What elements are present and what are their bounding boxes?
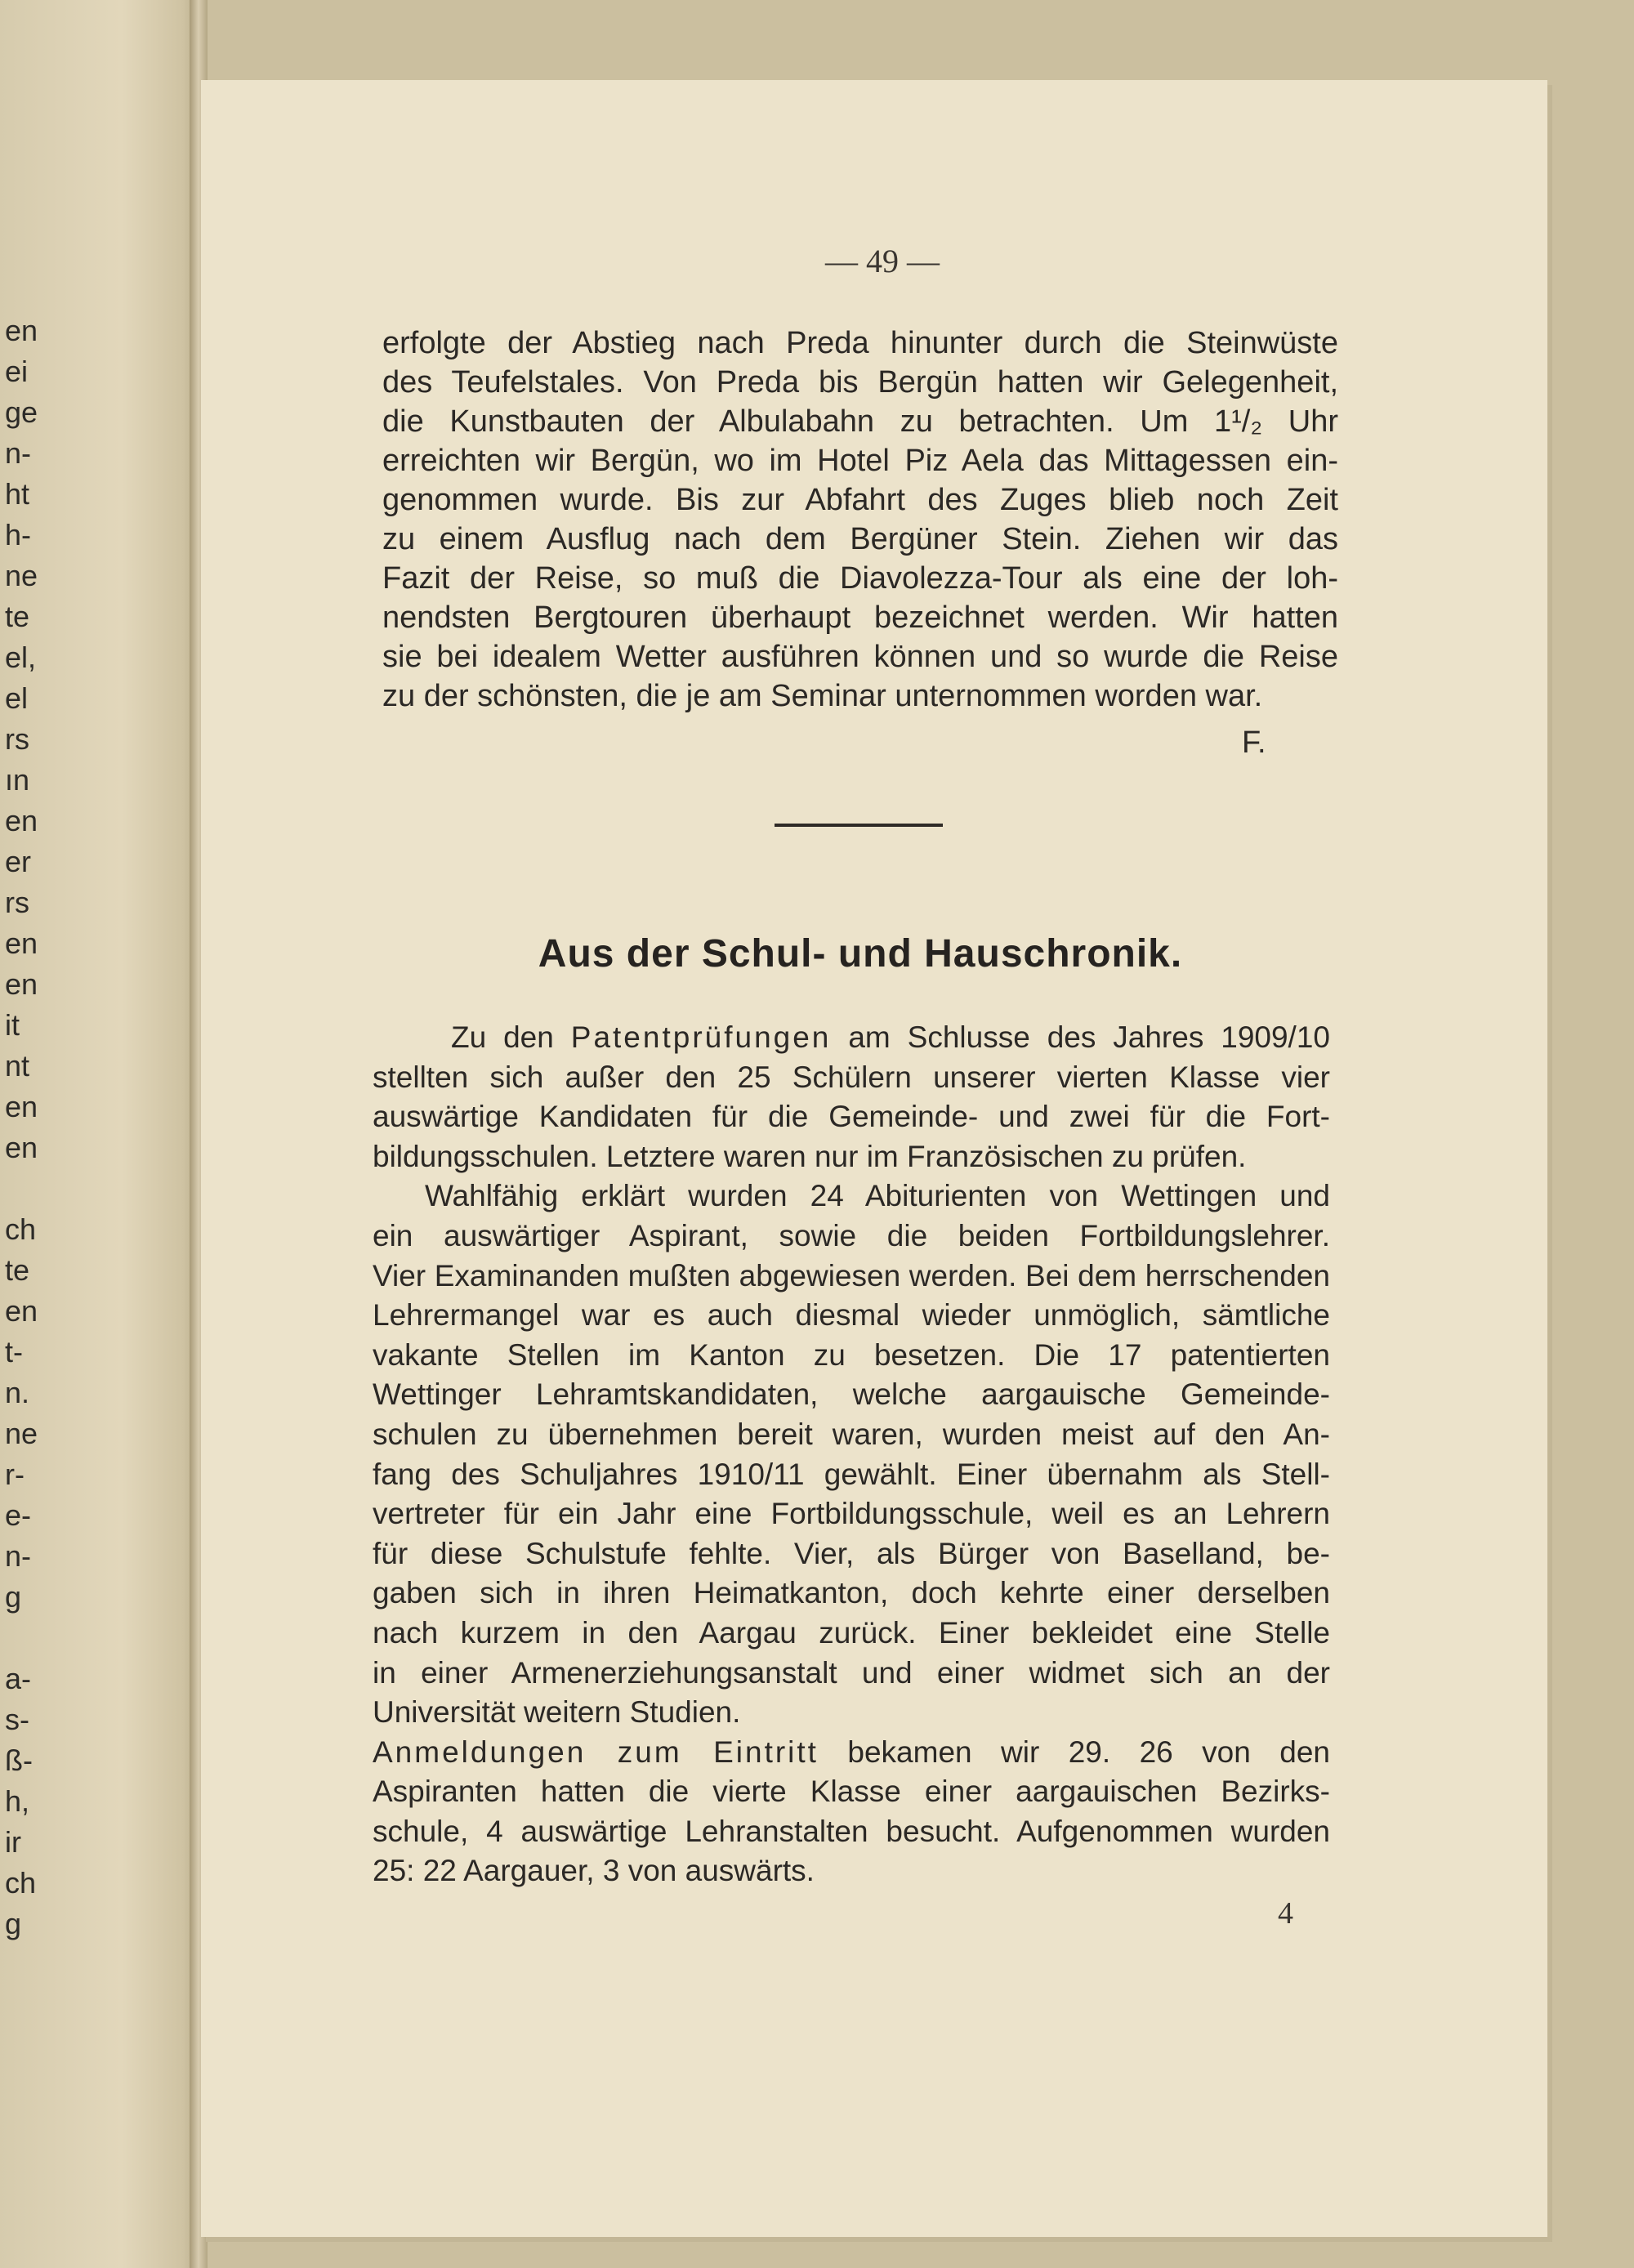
paragraph-line: sie bei idealem Wetter ausführen können und so wurde die Reise [382, 640, 1338, 674]
chronicle-line: Zu den Patentprüfungen am Schlusse des Jahres 1909/10 [451, 1020, 1330, 1054]
chronicle-line: vertreter für ein Jahr eine Fortbildungsschule, weil es an Lehrern [373, 1497, 1330, 1531]
chronicle-line: vakante Stellen im Kanton zu besetzen. Die 17 patentierten [373, 1337, 1330, 1372]
left-fragment: el, [5, 641, 37, 674]
left-fragment: en [5, 314, 38, 347]
paragraph-line: des Teufelstales. Von Preda bis Bergün hatten wir Gelegenheit, [382, 365, 1338, 400]
chronicle-line: Universität weitern Studien. [373, 1695, 741, 1730]
left-fragment: er [5, 845, 32, 878]
chronicle-line: 25: 22 Aargauer, 3 von auswärts. [373, 1854, 815, 1888]
left-fragment: rs [5, 722, 29, 756]
left-fragment [5, 1618, 70, 1659]
chronicle-line: Anmeldungen zum Eintritt bekamen wir 29. 26 von den [373, 1734, 1330, 1769]
spaced-term: Patentprüfungen [570, 1020, 832, 1054]
page-number-top: — 49 — [825, 243, 940, 279]
author-signature: F. [1242, 725, 1266, 760]
left-fragment: g [5, 1580, 22, 1614]
left-fragment: a- [5, 1662, 32, 1695]
left-fragment: s- [5, 1703, 29, 1736]
chronicle-line: Wahlfähig erklärt wurden 24 Abiturienten von Wettingen und [425, 1179, 1330, 1213]
left-fragment: ın [5, 763, 30, 797]
left-fragment: ne [5, 1417, 38, 1450]
chronicle-line: nach kurzem in den Aargau zurück. Einer bekleidet eine Stelle [373, 1615, 1330, 1650]
continuation-paragraph [382, 324, 1338, 716]
left-fragment: r- [5, 1458, 25, 1491]
left-fragment: en [5, 926, 38, 960]
chronicle-line: bildungsschulen. Letztere waren nur im Französischen zu prüfen. [373, 1139, 1247, 1173]
left-fragment: te [5, 1253, 30, 1287]
chronicle-line: Wettinger Lehramtskandidaten, welche aargauische Gemeinde- [373, 1377, 1330, 1412]
section-heading: Aus der Schul- und Hauschronik. [538, 932, 1183, 976]
paragraph-line: nendsten Bergtouren überhaupt bezeichnet werden. Wir hatten [382, 600, 1338, 635]
left-fragment: el [5, 681, 29, 715]
left-fragment: n- [5, 436, 32, 470]
left-fragment: rs [5, 886, 29, 919]
paragraph-line: erreichten wir Bergün, wo im Hotel Piz Aela das Mittagessen ein- [382, 444, 1338, 478]
left-fragment: ne [5, 559, 38, 592]
chronicle-line: schulen zu übernehmen bereit waren, wurden meist auf den An- [373, 1417, 1330, 1451]
left-fragment: h, [5, 1784, 30, 1818]
chronicle-line: Aspiranten hatten die vierte Klasse einer aargauischen Bezirks- [373, 1775, 1330, 1809]
left-fragment: t- [5, 1335, 23, 1368]
left-page-text-fragments [5, 310, 70, 1944]
left-fragment: nt [5, 1049, 30, 1083]
spaced-term: Anmeldungen zum Eintritt [373, 1734, 819, 1769]
left-fragment: ei [5, 355, 29, 388]
left-fragment: g [5, 1907, 22, 1940]
left-fragment: en [5, 1131, 38, 1164]
chronicle-line: für diese Schulstufe fehlte. Vier, als Bürger von Baselland, be- [373, 1536, 1330, 1570]
chronicle-line: schule, 4 auswärtige Lehranstalten besucht. Aufgenommen wurden [373, 1814, 1330, 1848]
left-fragment: en [5, 1294, 38, 1328]
chronicle-line: fang des Schuljahres 1910/11 gewählt. Einer übernahm als Stell- [373, 1457, 1330, 1491]
left-fragment [5, 1168, 70, 1209]
left-fragment: it [5, 1008, 20, 1042]
chronicle-line: in einer Armenerziehungsanstalt und einer widmet sich an der [373, 1655, 1330, 1690]
left-fragment: ht [5, 477, 30, 511]
left-fragment: te [5, 600, 30, 633]
left-fragment: en [5, 967, 38, 1001]
paragraph-line: genommen wurde. Bis zur Abfahrt des Zuges blieb noch Zeit [382, 483, 1338, 517]
paragraph-line: zu der schönsten, die je am Seminar unternommen worden war. [382, 679, 1263, 713]
chronicle-text [373, 1018, 1330, 1891]
chronicle-line: gaben sich in ihren Heimatkanton, doch kehrte einer derselben [373, 1576, 1330, 1610]
left-fragment: ß- [5, 1743, 33, 1777]
chronicle-line: ein auswärtiger Aspirant, sowie die beiden Fortbildungslehrer. [373, 1218, 1330, 1252]
left-fragment: en [5, 1090, 38, 1123]
chronicle-line: Vier Examinanden mußten abgewiesen werden. Bei dem herrschenden [373, 1258, 1330, 1292]
left-fragment: e- [5, 1498, 32, 1532]
left-fragment: ch [5, 1866, 37, 1900]
left-fragment: en [5, 804, 38, 837]
page-number-bottom: 4 [1278, 1896, 1293, 1931]
chronicle-line: stellten sich außer den 25 Schülern unserer vierten Klasse vier [373, 1060, 1330, 1094]
left-fragment: n- [5, 1539, 32, 1573]
left-fragment: h- [5, 518, 32, 551]
paragraph-line: zu einem Ausflug nach dem Bergüner Stein. Ziehen wir das [382, 522, 1338, 556]
paragraph-line: die Kunstbauten der Albulabahn zu betrachten. Um 1¹/₂ Uhr [382, 404, 1338, 439]
left-page [0, 0, 203, 2268]
paragraph-line: erfolgte der Abstieg nach Preda hinunter durch die Steinwüste [382, 326, 1338, 360]
left-fragment: ge [5, 395, 38, 429]
paragraph-line: Fazit der Reise, so muß die Diavolezza-Tour als eine der loh- [382, 561, 1338, 596]
left-fragment: n. [5, 1376, 30, 1409]
left-fragment: ch [5, 1212, 37, 1246]
section-divider [775, 824, 943, 827]
chronicle-line: auswärtige Kandidaten für die Gemeinde- und zwei für die Fort- [373, 1100, 1330, 1134]
chronicle-line: Lehrermangel war es auch diesmal wieder unmöglich, sämtliche [373, 1298, 1330, 1333]
left-fragment: ir [5, 1825, 21, 1859]
